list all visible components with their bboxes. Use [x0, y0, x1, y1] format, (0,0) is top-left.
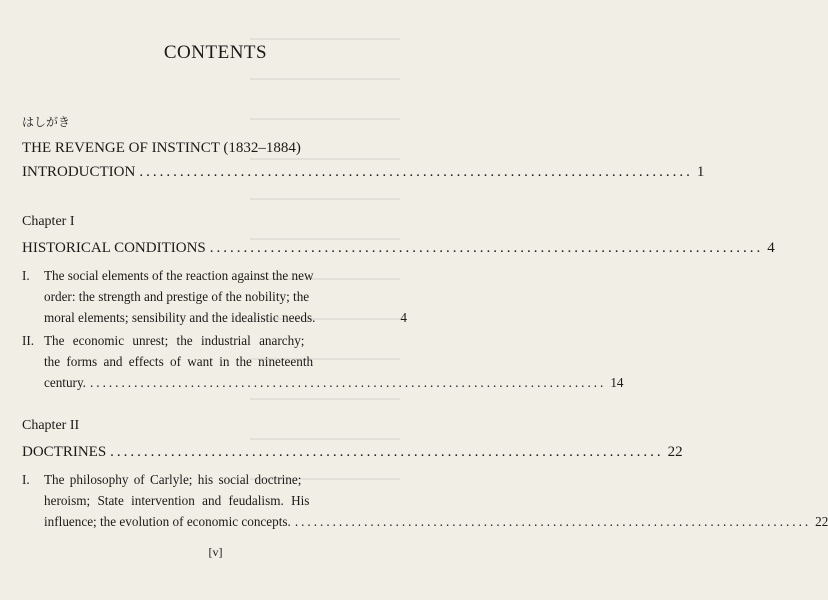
toc-page-number: 4	[767, 240, 775, 256]
leader-dots	[319, 307, 396, 328]
toc-page-number: 22	[815, 514, 828, 529]
toc-entry-introduction	[22, 164, 705, 181]
subentry-number: I.	[22, 268, 30, 283]
chapter-title: DOCTRINES	[22, 444, 107, 460]
toc-subentry	[22, 265, 407, 328]
japanese-label: はしがき	[22, 115, 71, 129]
subentry-line: The social elements of the reaction against the new	[44, 268, 314, 283]
leader-dots: ..................................................................................	[294, 514, 812, 529]
chapter-title-row	[22, 240, 775, 257]
page-number-footer: [v]	[208, 545, 223, 559]
subentry-last-line	[44, 307, 407, 328]
subentry-line: influence; the evolution of economic concepts.	[44, 514, 291, 529]
chapter-label: Chapter I	[22, 214, 75, 229]
part-heading: THE REVENGE OF INSTINCT (1832–1884)	[22, 140, 301, 156]
subentry-line: The economic unrest; the industrial anarchy;	[44, 333, 305, 348]
subentry-line: The philosophy of Carlyle; his social doctrine;	[44, 472, 302, 487]
toc-subentry	[22, 469, 828, 532]
chapter-title: HISTORICAL CONDITIONS	[22, 240, 206, 256]
subentry-last-line	[44, 511, 828, 532]
toc-page-number: 4	[400, 310, 407, 325]
chapter-label: Chapter II	[22, 418, 80, 433]
toc-page-number: 22	[667, 444, 683, 460]
chapter-title-row	[22, 444, 683, 461]
toc-page-number: 14	[610, 375, 624, 390]
subentry-number: II.	[22, 333, 35, 348]
subentry-line: century.	[44, 375, 86, 390]
subentry-line: order: the strength and prestige of the nobility; the	[44, 289, 310, 304]
subentry-number: I.	[22, 472, 30, 487]
leader-dots: ..................................................................................	[89, 375, 607, 390]
toc-page-number: 1	[696, 164, 705, 180]
page-title: CONTENTS	[163, 42, 268, 63]
leader-dots: ..................................................................................	[139, 164, 693, 180]
toc-subentry	[22, 330, 624, 393]
leader-dots: ..................................................................................	[110, 444, 664, 460]
leader-dots: ..................................................................................	[209, 240, 764, 256]
toc-entry-label: INTRODUCTION	[22, 164, 136, 180]
subentry-line: the forms and effects of want in the nineteenth	[44, 354, 314, 369]
subentry-line: heroism; State intervention and feudalism. His	[44, 493, 310, 508]
subentry-line: moral elements; sensibility and the idealistic needs.	[44, 310, 316, 325]
subentry-last-line	[44, 372, 624, 393]
